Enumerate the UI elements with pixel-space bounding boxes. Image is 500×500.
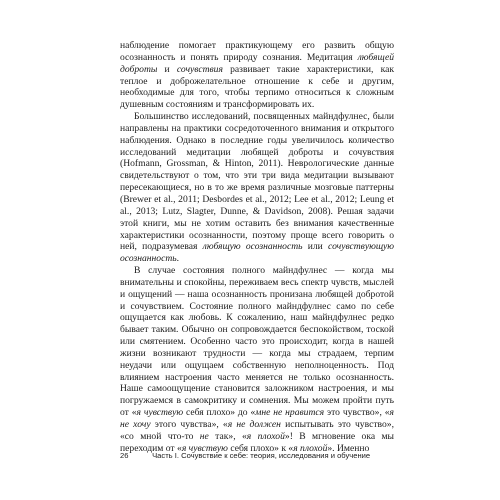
emphasis-text: мне не нравится: [255, 407, 325, 419]
paragraph-text: это чувство», «: [324, 407, 390, 419]
page-footer: [120, 451, 394, 460]
paragraph-text: испытывать это чувство», «со мной что-то: [120, 419, 394, 442]
paragraph-text: развивает такие характеристики, как теплое и доброжелательное отношение к себе и другим, необходимые для того, чтобы терпимо относиться к сложным душевным состояниям и трансформировать их.: [120, 63, 395, 111]
paragraph-text: ». Именно: [327, 442, 370, 454]
emphasis-text: не: [199, 430, 209, 442]
emphasis-text: я не хочу: [120, 407, 394, 430]
emphasis-text: я чувствую: [181, 442, 228, 454]
page-number: 26: [120, 451, 129, 460]
paragraph-text: »! В мгновение ока мы переходим от «: [120, 430, 394, 454]
emphasis-text: я плохой: [246, 430, 285, 442]
paragraph-text: себя плохо» к «: [227, 442, 294, 454]
paragraph: [120, 265, 394, 455]
emphasis-text: любящей доброты: [120, 51, 394, 75]
paragraph-text: или: [302, 241, 329, 253]
paragraph-text: В случае состояния полного майндфулнес — когда мы внимательны и спокойны, переживаем весь спектр чувств, мыслей и ощущений — наша осознанность пронизана любящей добротой и сочувствием. Состояние полного майндфулнес само по себе ощущается как любовь. К сожалению, наш майндфулнес редко бывает таким. Обычно он сопровождается беспокойством, тоской или смятением. Особенно часто это происходит, когда в нашей жизни возникают трудности — когда мы страдаем, терпим неудачи или ощущаем собственную неполноценность. Под влиянием настроения часто меняется не только осознанность. Наше самоощущение становится заложником настроения, и мы погружаемся в самокритику и сомнения. Мы можем пройти путь от «: [120, 265, 394, 419]
paragraph-text: .: [176, 253, 180, 265]
emphasis-text: сочувствия: [176, 63, 223, 75]
paragraph: [120, 111, 394, 265]
running-head: Часть I. Сочувствие к себе: теория, исследования и обучение: [152, 451, 371, 460]
emphasis-text: я чувствую: [136, 407, 184, 419]
emphasis-text: я плохой: [293, 442, 328, 454]
paragraph-text: себя плохо» до «: [183, 407, 256, 419]
paragraph-text: Большинство исследований, посвященных майндфулнес, были направлены на практики сосредоточенного внимания и открытого наблюдения. Однако в последние годы увеличилось количество исследований медитации любящей доброты и сочувствия (Hofmann, Grossman, & Hinton, 2011). Неврологические данные свидетельствуют о том, что эти три вида медитации вызывают пересекающиеся, но в то же время различные мозговые паттерны (Brewer et al., 2011; Desbordes et al., 2012; Lee et al., 2012; Leung et al., 2013; Lutz, Slagter, Dunne, & Davidson, 2008). Решая задачи этой книги, мы не хотим оставить без внимания качественные характеристики осознанности, поэтому проще всего говорить о ней, подразумевая: [120, 111, 394, 253]
paragraph: [120, 40, 394, 111]
emphasis-text: я не должен: [227, 419, 281, 430]
emphasis-text: любящую осознанность: [202, 241, 303, 253]
paragraph-text: и: [157, 63, 177, 75]
paragraph-text: наблюдение помогает практикующему его развить общую осознанность и понять природу сознания. Медитация: [120, 40, 394, 63]
paragraph-text: этого чувства», «: [150, 419, 228, 430]
page-body: [120, 40, 394, 455]
emphasis-text: сочувствующую осознанность: [120, 241, 394, 265]
paragraph-text: так», «: [208, 430, 247, 442]
